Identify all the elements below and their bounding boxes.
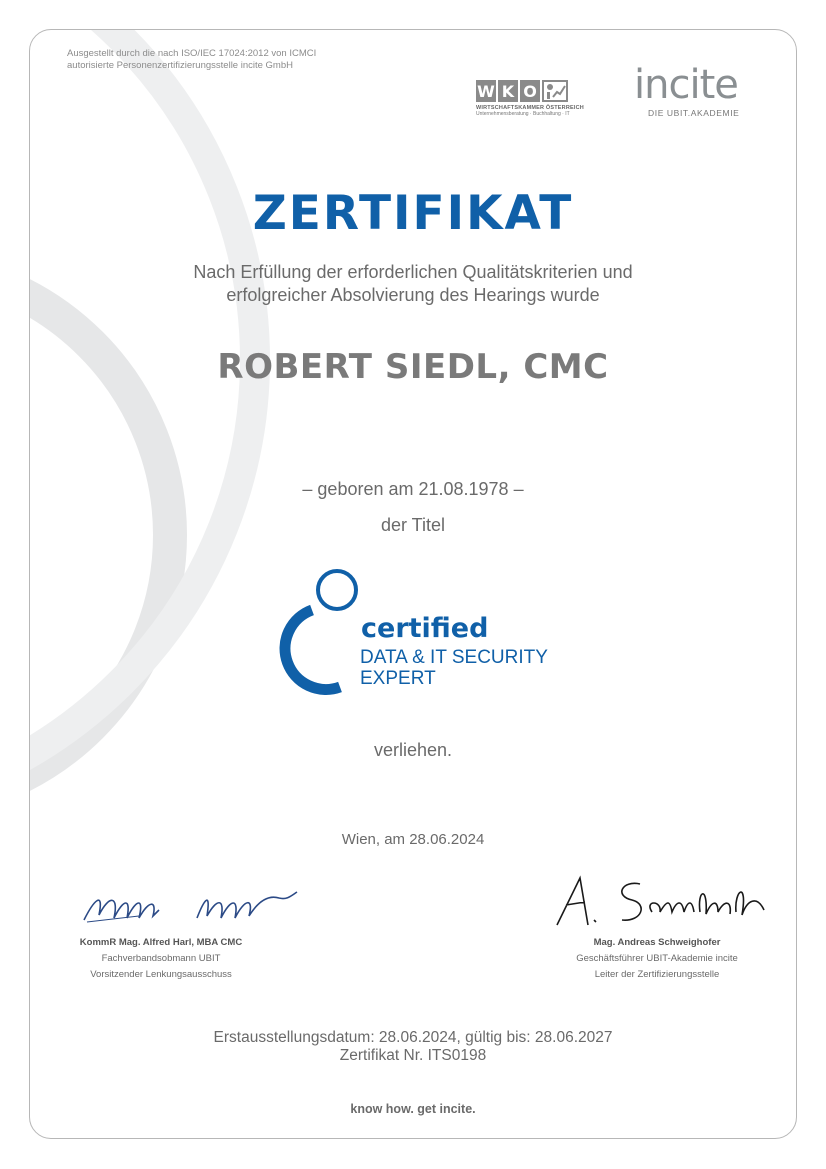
intro-line-2: erfolgreicher Absolvierung des Hearings wurde — [226, 285, 600, 305]
intro-line-1: Nach Erfüllung der erforderlichen Qualitätskriterien und — [193, 262, 633, 282]
certificate-number: Zertifikat Nr. ITS0198 — [339, 1047, 487, 1064]
signature-right — [552, 870, 772, 932]
issuer-note-line-2: autorisierte Personenzertifizierungsstelle incite GmbH — [67, 60, 293, 71]
issuer-note-line-1: Ausgestellt durch die nach ISO/IEC 17024:2012 von ICMCI — [67, 48, 317, 59]
signer-right-role-2: Leiter der Zertifizierungsstelle — [594, 969, 720, 980]
signature-left — [79, 880, 304, 930]
signer-right — [537, 935, 777, 983]
certificate-title: ZERTIFIKAT — [252, 186, 574, 241]
recipient-name: ROBERT SIEDL, CMC — [217, 347, 609, 387]
slogan: know how. get incite. — [350, 1102, 476, 1116]
certified-line-2: EXPERT — [360, 668, 436, 689]
wko-letter-k: K — [498, 80, 518, 102]
wko-letter-o: O — [520, 80, 540, 102]
incite-wordmark: incite — [634, 62, 738, 108]
intro-text — [0, 261, 826, 307]
incite-subtitle: DIE UBIT.AKADEMIE — [648, 108, 740, 118]
signer-left-role-2: Vorsitzender Lenkungsausschuss — [90, 969, 232, 980]
wko-letter-w: W — [477, 81, 495, 101]
issuer-note — [67, 48, 316, 72]
certified-line-1: DATA & IT SECURITY — [360, 647, 548, 668]
issue-date-line: Erstausstellungsdatum: 28.06.2024, gültig bis: 28.06.2027 — [213, 1029, 613, 1046]
wko-line-2: Unternehmensberatung · Buchhaltung · IT — [476, 111, 570, 117]
wko-chart-icon — [542, 80, 568, 102]
place-date: Wien, am 28.06.2024 — [341, 831, 485, 848]
certified-word: certified — [361, 613, 489, 644]
granted-text: verliehen. — [373, 740, 453, 760]
signer-right-name: Mag. Andreas Schweighofer — [593, 937, 721, 948]
title-intro: der Titel — [380, 515, 446, 535]
certified-logo-mark — [262, 565, 366, 700]
signer-left — [41, 935, 281, 983]
wko-logo — [476, 80, 594, 130]
wko-line-1: WIRTSCHAFTSKAMMER ÖSTERREICH — [476, 105, 584, 111]
signer-left-role-1: Fachverbandsobmann UBIT — [101, 953, 221, 964]
signer-right-role-1: Geschäftsführer UBIT-Akademie incite — [576, 953, 738, 964]
birth-date: – geboren am 21.08.1978 – — [302, 479, 524, 499]
incite-logo — [634, 62, 764, 118]
signer-left-name: KommR Mag. Alfred Harl, MBA CMC — [79, 937, 243, 948]
issue-info — [0, 1029, 826, 1065]
